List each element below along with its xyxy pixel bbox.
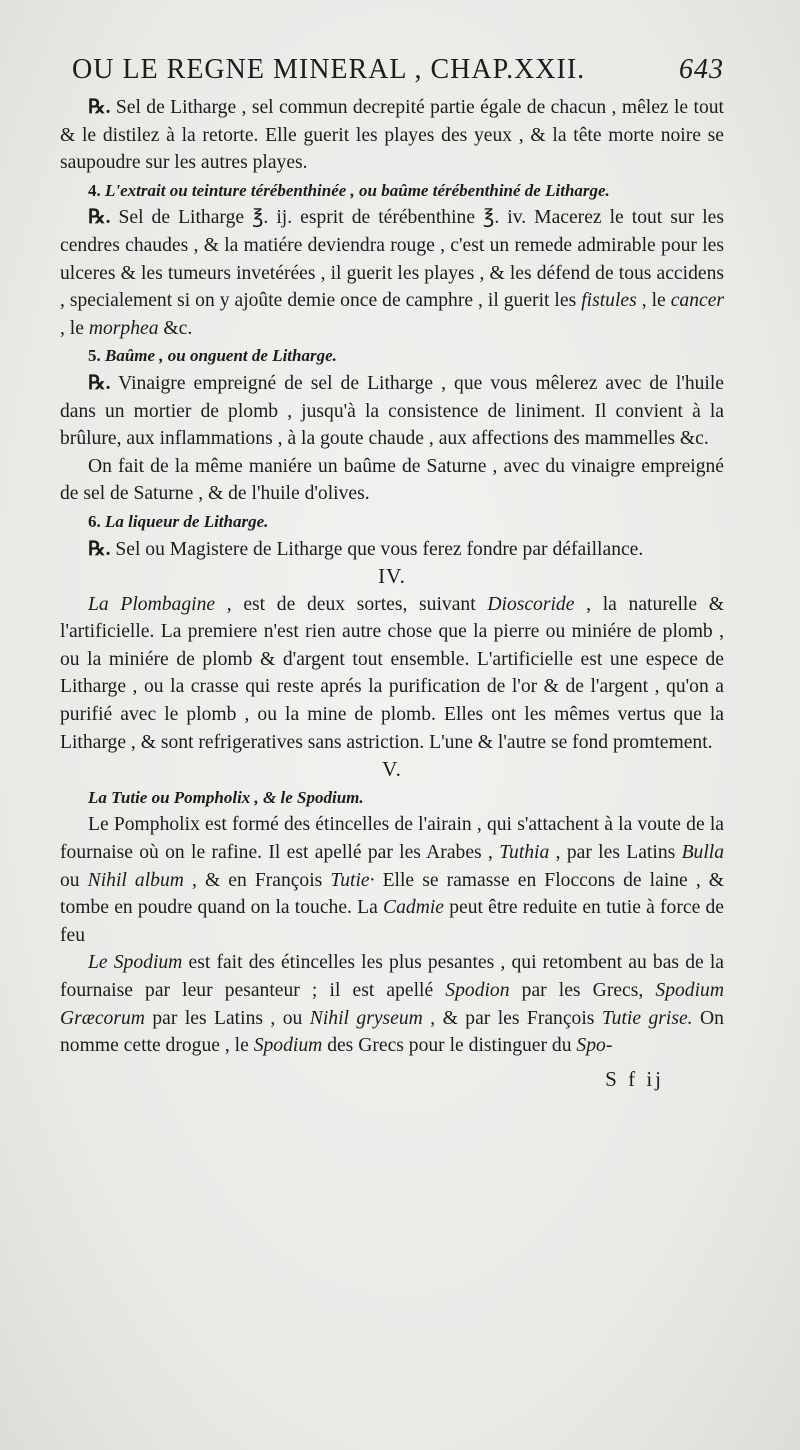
- paragraph-2: ℞. Sel de Litharge ℥. ij. esprit de térébenthine ℥. iv. Macerez le tout sur les cendres chaudes , & la matiére deviendra rouge , c'est un remede admirable pour les ulceres & les tumeurs invetérées , il guerit les playes , & les défend de tous accidens , specialement si on y ajoûte demie once de camphre , il guerit les fistules , le cancer , le morphea &c.: [60, 207, 725, 339]
- heading-tutie: La Tutie ou Pompholix , & le Spodium.: [88, 787, 364, 807]
- heading-5: 5. Baûme , ou onguent de Litharge.: [88, 346, 337, 366]
- running-head: [72, 54, 724, 86]
- heading-4: 4. L'extrait ou teinture térébenthinée , ou baûme térébenthiné de Litharge.: [88, 180, 610, 200]
- page-text: [60, 94, 724, 1093]
- catchword: S f ij: [605, 1066, 664, 1091]
- recipe-icon: ℞.: [88, 372, 111, 394]
- page-number: 643: [679, 54, 724, 85]
- paragraph-5: ℞. Sel ou Magistere de Litharge que vous ferez fondre par défaillance.: [88, 538, 644, 560]
- paragraph-7: Le Pompholix est formé des étincelles de l'airain , qui s'attachent à la voute de la fournaise où on le rafine. Il est apellé par les Arabes , Tuthia , par les Latins Bulla ou Nihil album , & en François Tutie· Elle se ramasse en Floccons de laine , & tombe en poudre quand on la touche. La Cadmie peut être reduite en tutie à force de feu: [60, 814, 725, 946]
- heading-6: 6. La liqueur de Litharge.: [88, 511, 269, 531]
- paragraph-8: Le Spodium est fait des étincelles les plus pesantes , qui retombent au bas de la fournaise par leur pesanteur ; il est apellé Spodion par les Grecs, Spodium Græcorum par les Latins , ou Nihil gryseum , & par les François Tutie grise. On nomme cette drogue , le Spodium des Grecs pour le distinguer du Spo-: [60, 952, 724, 1057]
- paragraph-6: La Plombagine , est de deux sortes, suivant Dioscoride , la naturelle & l'artificielle. La premiere n'est rien autre chose que la pierre ou miniére de plomb , ou la miniére de plomb & d'argent tout ensemble. L'artificielle est une espece de Litharge , ou la crasse qui reste aprés la purification de l'or & de l'argent , qu'on a purifié avec le plomb , ou la mine de plomb. Elles ont les mêmes vertus que la Litharge , & sont refrigeratives sans astriction. L'une & l'autre se fond promtement.: [60, 593, 724, 753]
- paragraph-1: ℞. Sel de Litharge , sel commun decrepité partie égale de chacun , mêlez le tout & le distilez à la retorte. Elle guerit les playes des yeux , & la tête morte noire se saupoudre sur les autres playes.: [60, 97, 724, 174]
- recipe-icon: ℞.: [88, 97, 111, 118]
- recipe-icon: ℞.: [88, 538, 111, 560]
- chapter-title: OU LE REGNE MINERAL , CHAP.XXII.: [72, 54, 586, 85]
- paragraph-4: On fait de la même maniére un baûme de Saturne , avec du vinaigre empreigné de sel de Saturne , & de l'huile d'olives.: [60, 455, 724, 505]
- recipe-icon: ℞.: [88, 207, 111, 229]
- paragraph-3: ℞. Vinaigre empreigné de sel de Litharge , que vous mêlerez avec de l'huile dans un mortier de plomb , jusqu'à la consistence de liniment. Il convient à la brûlure, aux inflammations , à la goute chaude , aux affections des mammelles &c.: [60, 372, 724, 450]
- section-v: V.: [382, 757, 402, 782]
- section-iv: IV.: [378, 564, 406, 589]
